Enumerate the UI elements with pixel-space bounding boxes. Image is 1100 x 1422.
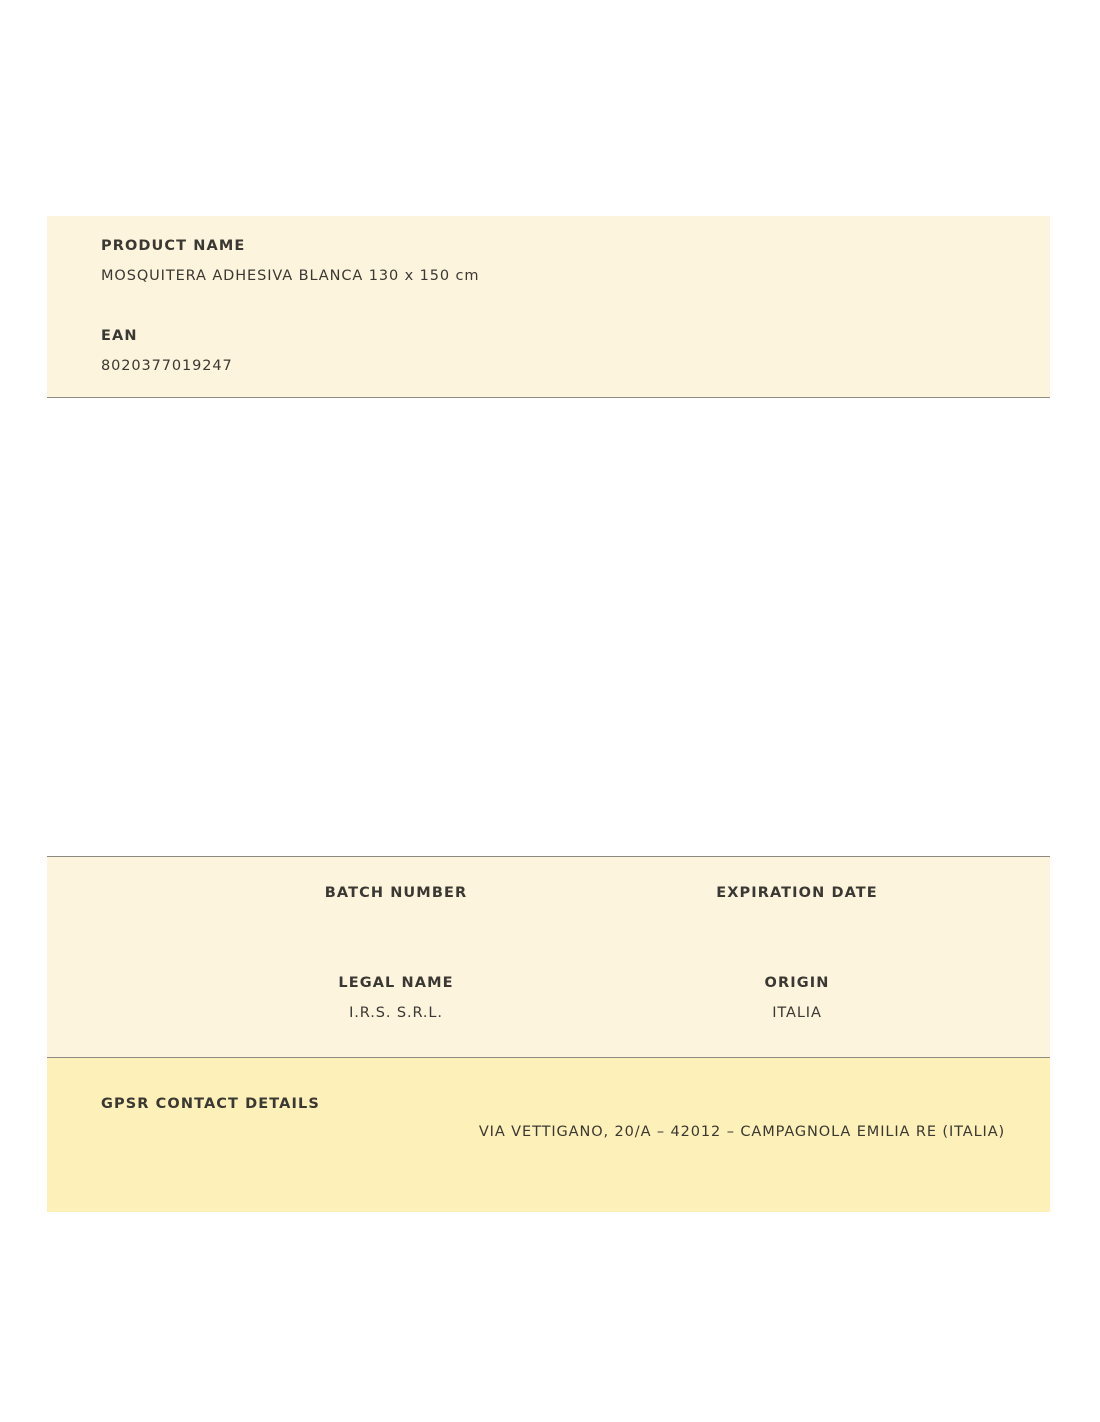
gpsr-address-value: VIA VETTIGANO, 20/A – 42012 – CAMPAGNOLA EMILIA RE (ITALIA) (478, 1124, 1006, 1140)
origin-label: ORIGIN (764, 975, 830, 991)
product-info-panel (47, 216, 1050, 398)
ean-value: 8020377019247 (101, 358, 233, 374)
product-name-value: MOSQUITERA ADHESIVA BLANCA 130 x 150 cm (101, 268, 480, 284)
expiration-date-label: EXPIRATION DATE (716, 885, 878, 901)
batch-legal-panel (47, 856, 1050, 1058)
legal-name-value: I.R.S. S.R.L. (349, 1005, 443, 1021)
batch-number-label: BATCH NUMBER (324, 885, 468, 901)
gpsr-contact-panel (47, 1058, 1050, 1212)
legal-name-label: LEGAL NAME (338, 975, 454, 991)
blank-content-area (47, 398, 1050, 856)
ean-label: EAN (101, 328, 138, 344)
origin-value: ITALIA (772, 1005, 822, 1021)
gpsr-contact-label: GPSR CONTACT DETAILS (101, 1096, 320, 1112)
product-name-label: PRODUCT NAME (101, 238, 246, 254)
